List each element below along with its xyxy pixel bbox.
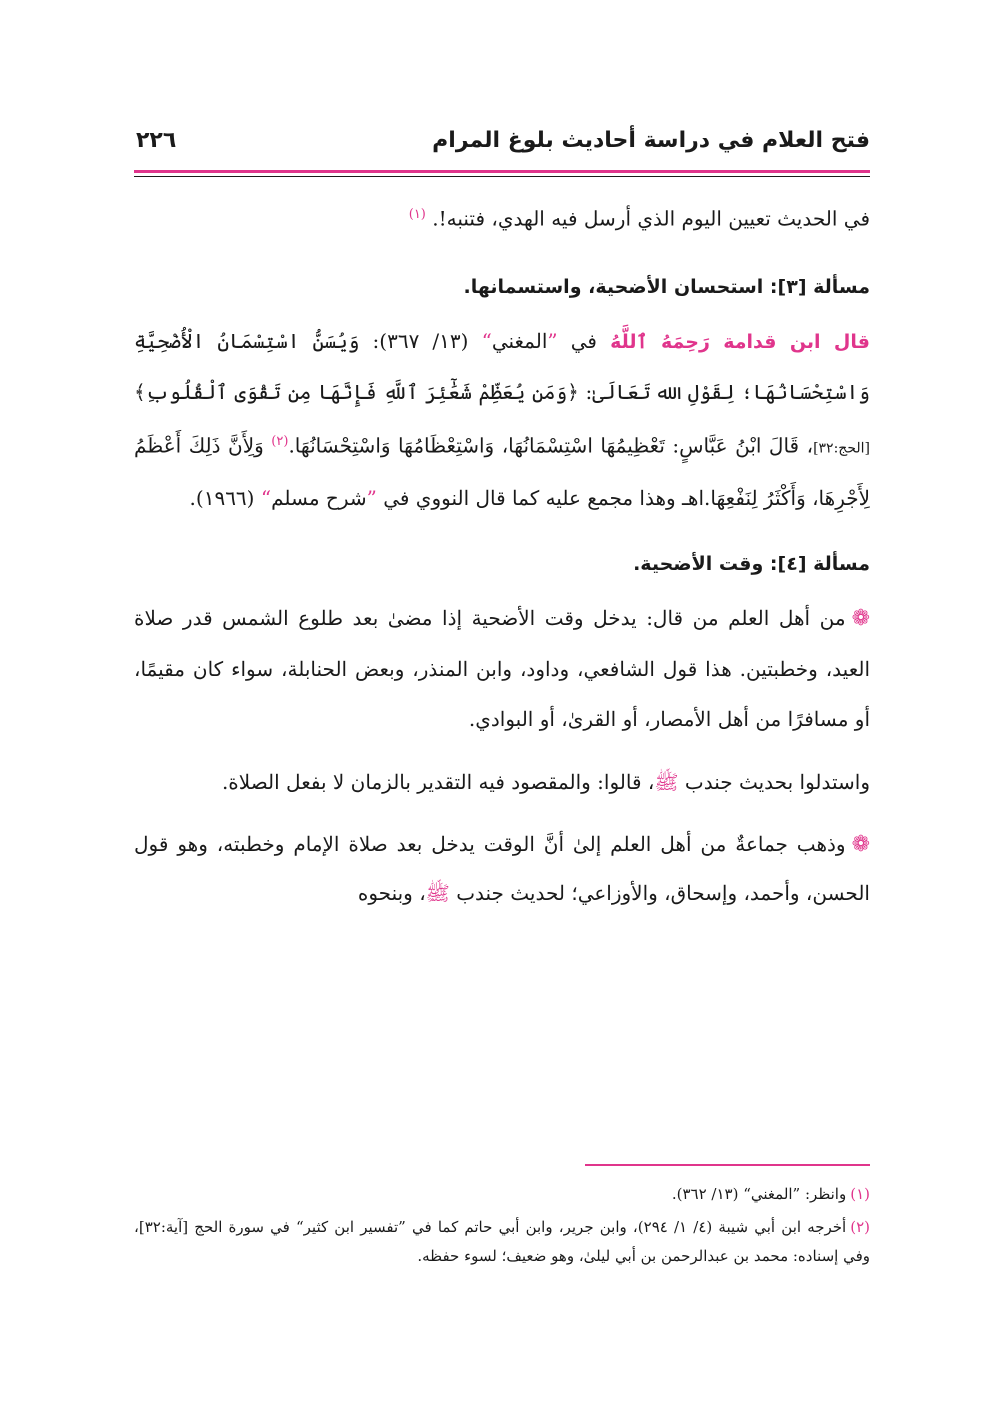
- issue-3-heading: [134, 266, 870, 308]
- paragraph-evidence: [134, 758, 870, 806]
- running-header: [136, 128, 870, 164]
- footnote-2: [134, 1213, 870, 1271]
- book-title: فتح العلام في دراسة أحاديث بلوغ المرام: [432, 128, 870, 153]
- quran-verse: ﴿وَمَن يُعَظِّمْ شَعَٰٓئِرَ ٱللَّهِ فَإِنَّهَا مِن تَقْوَى ٱلْقُلُوبِ﴾: [134, 379, 579, 404]
- ibn-qudama-quote: [134, 316, 870, 524]
- footnote-ref-1[interactable]: (١): [408, 207, 426, 222]
- quote-part-1: في: [570, 328, 597, 353]
- footnote-1-text: وانظر: ”المغني“ (١٣/ ٣٦٢).: [671, 1185, 847, 1203]
- issue-3-label: مسألة [٣]:: [769, 275, 870, 298]
- footnote-1-number: (١): [850, 1185, 870, 1203]
- footnote-separator: [585, 1164, 870, 1166]
- opening-line-text: في الحديث تعيين اليوم الذي أرسل فيه الهدي، فتنبه!.: [432, 206, 870, 231]
- footnote-2-number: (٢): [850, 1218, 871, 1236]
- quote-part-3: ، قَالَ ابْنُ عَبَّاسٍ: تَعْظِيمُهَا اسْتِسْمَانُهَا، وَاسْتِعْظَامُهَا وَاسْتِحْسَانُهَا.: [288, 433, 814, 458]
- quote-speaker: قال ابن قدامة رَحِمَهُ ٱللَّهُ: [610, 330, 870, 353]
- quote-close-mark: “: [481, 328, 492, 353]
- quote-source: المغني: [491, 328, 548, 353]
- paragraph-2-text-a: واستدلوا بحديث جندب: [684, 770, 870, 795]
- paragraph-first-opinion: [134, 593, 870, 744]
- footnote-ref-2[interactable]: (٢): [271, 433, 289, 449]
- quote-open-mark: ”: [547, 328, 558, 353]
- header-rule-thin: [134, 176, 870, 177]
- issue-4-title: وقت الأضحية.: [633, 553, 764, 576]
- footnote-1: [134, 1180, 870, 1209]
- quote-part-5: (١٩٦٦).: [189, 486, 255, 511]
- nawawi-source: شرح مسلم: [271, 486, 367, 511]
- paragraph-2-text-b: ، قالوا: والمقصود فيه التقدير بالزمان لا بفعل الصلاة.: [221, 770, 655, 795]
- quote-part-2: (١٣/ ٣٦٧): وَيُسَنُّ اسْتِسْمَانُ الْأُضْحِيَّةِ وَاسْتِحْسَانُهَا؛ لِقَوْلِ الله تَعَالَىٰ:: [134, 328, 870, 404]
- quote-part-4: وَلِأَنَّ ذَلِكَ أَعْظَمُ لِأَجْرِهَا، وَأَكْثَرُ لِنَفْعِهَا.اهـ وهذا مجمع عليه كما قال النووي في: [134, 433, 870, 511]
- nawawi-open-mark: ”: [366, 486, 377, 511]
- paragraph-3-text-b: ، وبنحوه: [357, 881, 426, 906]
- verse-reference: [الحج:٣٢]: [813, 440, 870, 457]
- page-number: ٢٢٦: [136, 128, 177, 153]
- main-content: [134, 188, 870, 917]
- header-rule-accent: [134, 170, 870, 173]
- honorific-icon: ﷺ: [425, 881, 450, 906]
- nawawi-close-mark: “: [260, 486, 272, 511]
- paragraph-1-text: من أهل العلم من قال: يدخل وقت الأضحية إذا مضىٰ بعد طلوع الشمس قدر صلاة العيد، وخطبتين. هذا قول الشافعي، وداود، وابن المنذر، وبعض الحنابلة، سواء كان مقيمًا، أو مسافرًا من أهل الأمصار، أو القرىٰ، أو البوادي.: [134, 606, 870, 732]
- honorific-icon: ﷺ: [654, 770, 679, 795]
- footnote-2-text: أخرجه ابن أبي شيبة (٤/ ١/ ٢٩٤)، وابن جرير، وابن أبي حاتم كما في ”تفسير ابن كثير“ في سورة الحج [آية:٣٢]، وفي إسناده: محمد بن عبدالرحمن بن أبي ليلىٰ، وهو ضعيف؛ لسوء حفظه.: [134, 1218, 870, 1265]
- flower-bullet-icon: ❁: [851, 606, 870, 632]
- footnotes: [134, 1180, 870, 1275]
- paragraph-3-text-a: وذهب جماعةٌ من أهل العلم إلىٰ أنَّ الوقت يدخل بعد صلاة الإمام وخطبته، وهو قول الحسن، وأحمد، وإسحاق، والأوزاعي؛ لحديث جندب: [134, 832, 870, 906]
- flower-bullet-icon: ❁: [851, 832, 870, 858]
- paragraph-second-opinion: [134, 820, 870, 917]
- issue-3-title: استحسان الأضحية، واستسمانها.: [463, 275, 764, 298]
- issue-4-label: مسألة [٤]:: [769, 553, 870, 576]
- opening-line: [134, 188, 870, 246]
- issue-4-heading: [134, 543, 870, 585]
